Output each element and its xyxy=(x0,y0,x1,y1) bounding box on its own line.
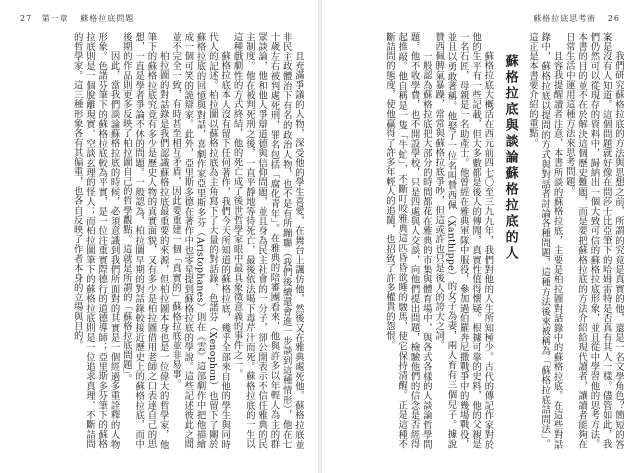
right-page-header xyxy=(533,13,620,24)
paragraph: 蘇格拉底大概活在西元前四七〇至三九九年，我們對他的人生所知極少。古代的傳記作家對於他的生平有一些記載，但大多數都是後人的傳聞，真實性值得懷疑。根據可靠的史料，他的父親是一名石匠，母親是一名助產士。他曾經在雅典軍隊中服役，參加過伯羅奔尼撒戰爭中的幾場戰役，並且以勇敢著稱。他娶了一位名叫贊西佩（Xanthippe）的女子為妻，兩人育有三個兒子。據說贊西佩脾氣暴躁，常常與蘇格拉底爭吵，但這或許也只是後人的誇大之詞。 xyxy=(433,32,494,449)
paragraph: 我們研究蘇格拉底的方法與思想之前，所謂的究竟是真實的他，還是一名文學角色？簡短的答案是沒有人知道。這個問題就好像在問莎士比亞筆下的哈姆雷特是否真有其人一樣。儘管如此，我們仍然可以從現存的資料中，歸納出一個大致可信的蘇格拉底形象，並且從中學習他的思考方法。本書的目的並不在於解決這個歷史難題，而是要把蘇格拉底的方法介紹給現代讀者，讓讀者能夠在日常生活中運用這種方法來思考問題。 xyxy=(563,32,624,449)
right-page-number: 26 xyxy=(607,14,620,23)
right-page-body xyxy=(336,32,624,449)
left-page-header xyxy=(20,13,134,24)
right-running-title: 蘇格拉底思考術 xyxy=(533,14,597,23)
paragraph: 柏拉圖的對話錄是我們認識蘇格拉底最重要的來源，但柏拉圖本身也是一位偉大的哲學家，他筆下的蘇格拉底究竟有多少是歷史人物的真實面貌，又有多少是柏拉圖借用老師之口表達自己的思想，一直是學者爭論不休的問題。一般認為，柏拉圖早期的對話錄較接近歷史上的蘇格拉底，而中後期的作品則更多反映了柏拉圖自己的哲學觀點。這就是所謂的「蘇格拉底問題」。 xyxy=(120,32,169,449)
paragraph: 一般認為蘇格拉底把大部分的時間都花在雅典的市集與體育場中，與各式各樣的人談論哲學問題。他不收學費，也不開設學校，只是四處與人交談，向他們提出問題，檢驗他們的信念是否經得起推敲。他自稱是一隻「牛虻」，不斷叮咬雅典這匹昏昏欲睡的駿馬，使它保持清醒。正是這種不斷詰問的態度，使他贏得了許多年輕人的追隨，也招致了許多權貴的怨恨。 xyxy=(383,32,432,449)
paragraph: 且容我提醒讀者注意，本書所談的蘇格拉底，主要是柏拉圖對話錄中的蘇格拉底。在這些對話錄中，蘇格拉底以提問的方式與對話者討論各種問題，這種方法後來被稱為「蘇格拉底詰問法」。這正是本書要介紹的重點。 xyxy=(526,32,563,449)
left-page-body xyxy=(14,32,304,449)
paragraph: 因此，當我們談論蘇格拉底的時候，必須意識到我們所面對的其實是一個經過多重詮釋的人物形象。色諾芬筆下的蘇格拉底較為平實，是一位注重實際德行的道德導師；亞里斯多芬筆下的蘇格拉底則是一個脫離現實、空談玄理的怪人；而柏拉圖筆下的蘇格拉底則是一位追求真理、不斷詰問的哲學家。這三種形象各有其偏重，也各自反映了作者本身的立場與目的。 xyxy=(71,32,120,449)
left-chapter-label: 第一章 xyxy=(41,14,69,23)
section-heading: 蘇格拉底與談論蘇格拉底的人 xyxy=(502,54,518,262)
paragraph: 蘇格拉底本人沒有留下任何著作，我們今天所知道的蘇格拉底，幾乎全部來自他的學生與同時代人的記述。柏拉圖以蘇格拉底為主角寫下了大量的對話錄，色諾芬（Xenophon）也留下了關於蘇格拉底的回憶與對話，喜劇作家亞里斯多芬（Aristophanes）則在《雲》這部劇作中把他描繪成一個可笑的詭辯家。此外，亞里斯多德在著作中也零星提到蘇格拉底的學說。這些記述彼此之間並不完全一致，有時甚至相互矛盾，因此要重建一個「真實的」蘇格拉底並非易事。 xyxy=(170,32,231,449)
left-page xyxy=(0,0,318,473)
left-running-title: 蘇格拉底問題 xyxy=(80,14,135,23)
paragraph: 且充滿爭議的人物，深受他的學生喜愛，在舞台上諷仿他，然後又在雅典處死他。蘇格拉底並非民主政體治下有名的政治人物，也不是有所蹦聯（我們後續還會進一步談到這種情形），他在七十歲左右被判處死刑，罪名包括「腐化青年」。在雅典的陪審團看來，他與許多以年輕人為主的群眾談論，他和他人爭辯道德與信仰問題，並且身為民主社會的一分子，卻公開表示不信任雅典的民主制度。他在被判死刑之後，一直平靜地等待死亡，最後依法喝下毒芹汁而死。蘇格拉底的一生以這種戲劇性的方式終結，他的死亡成了後世哲學家眼中最具象徵意義的事件之一。 xyxy=(231,32,304,449)
right-page xyxy=(322,0,640,473)
left-page-number: 27 xyxy=(20,14,33,23)
